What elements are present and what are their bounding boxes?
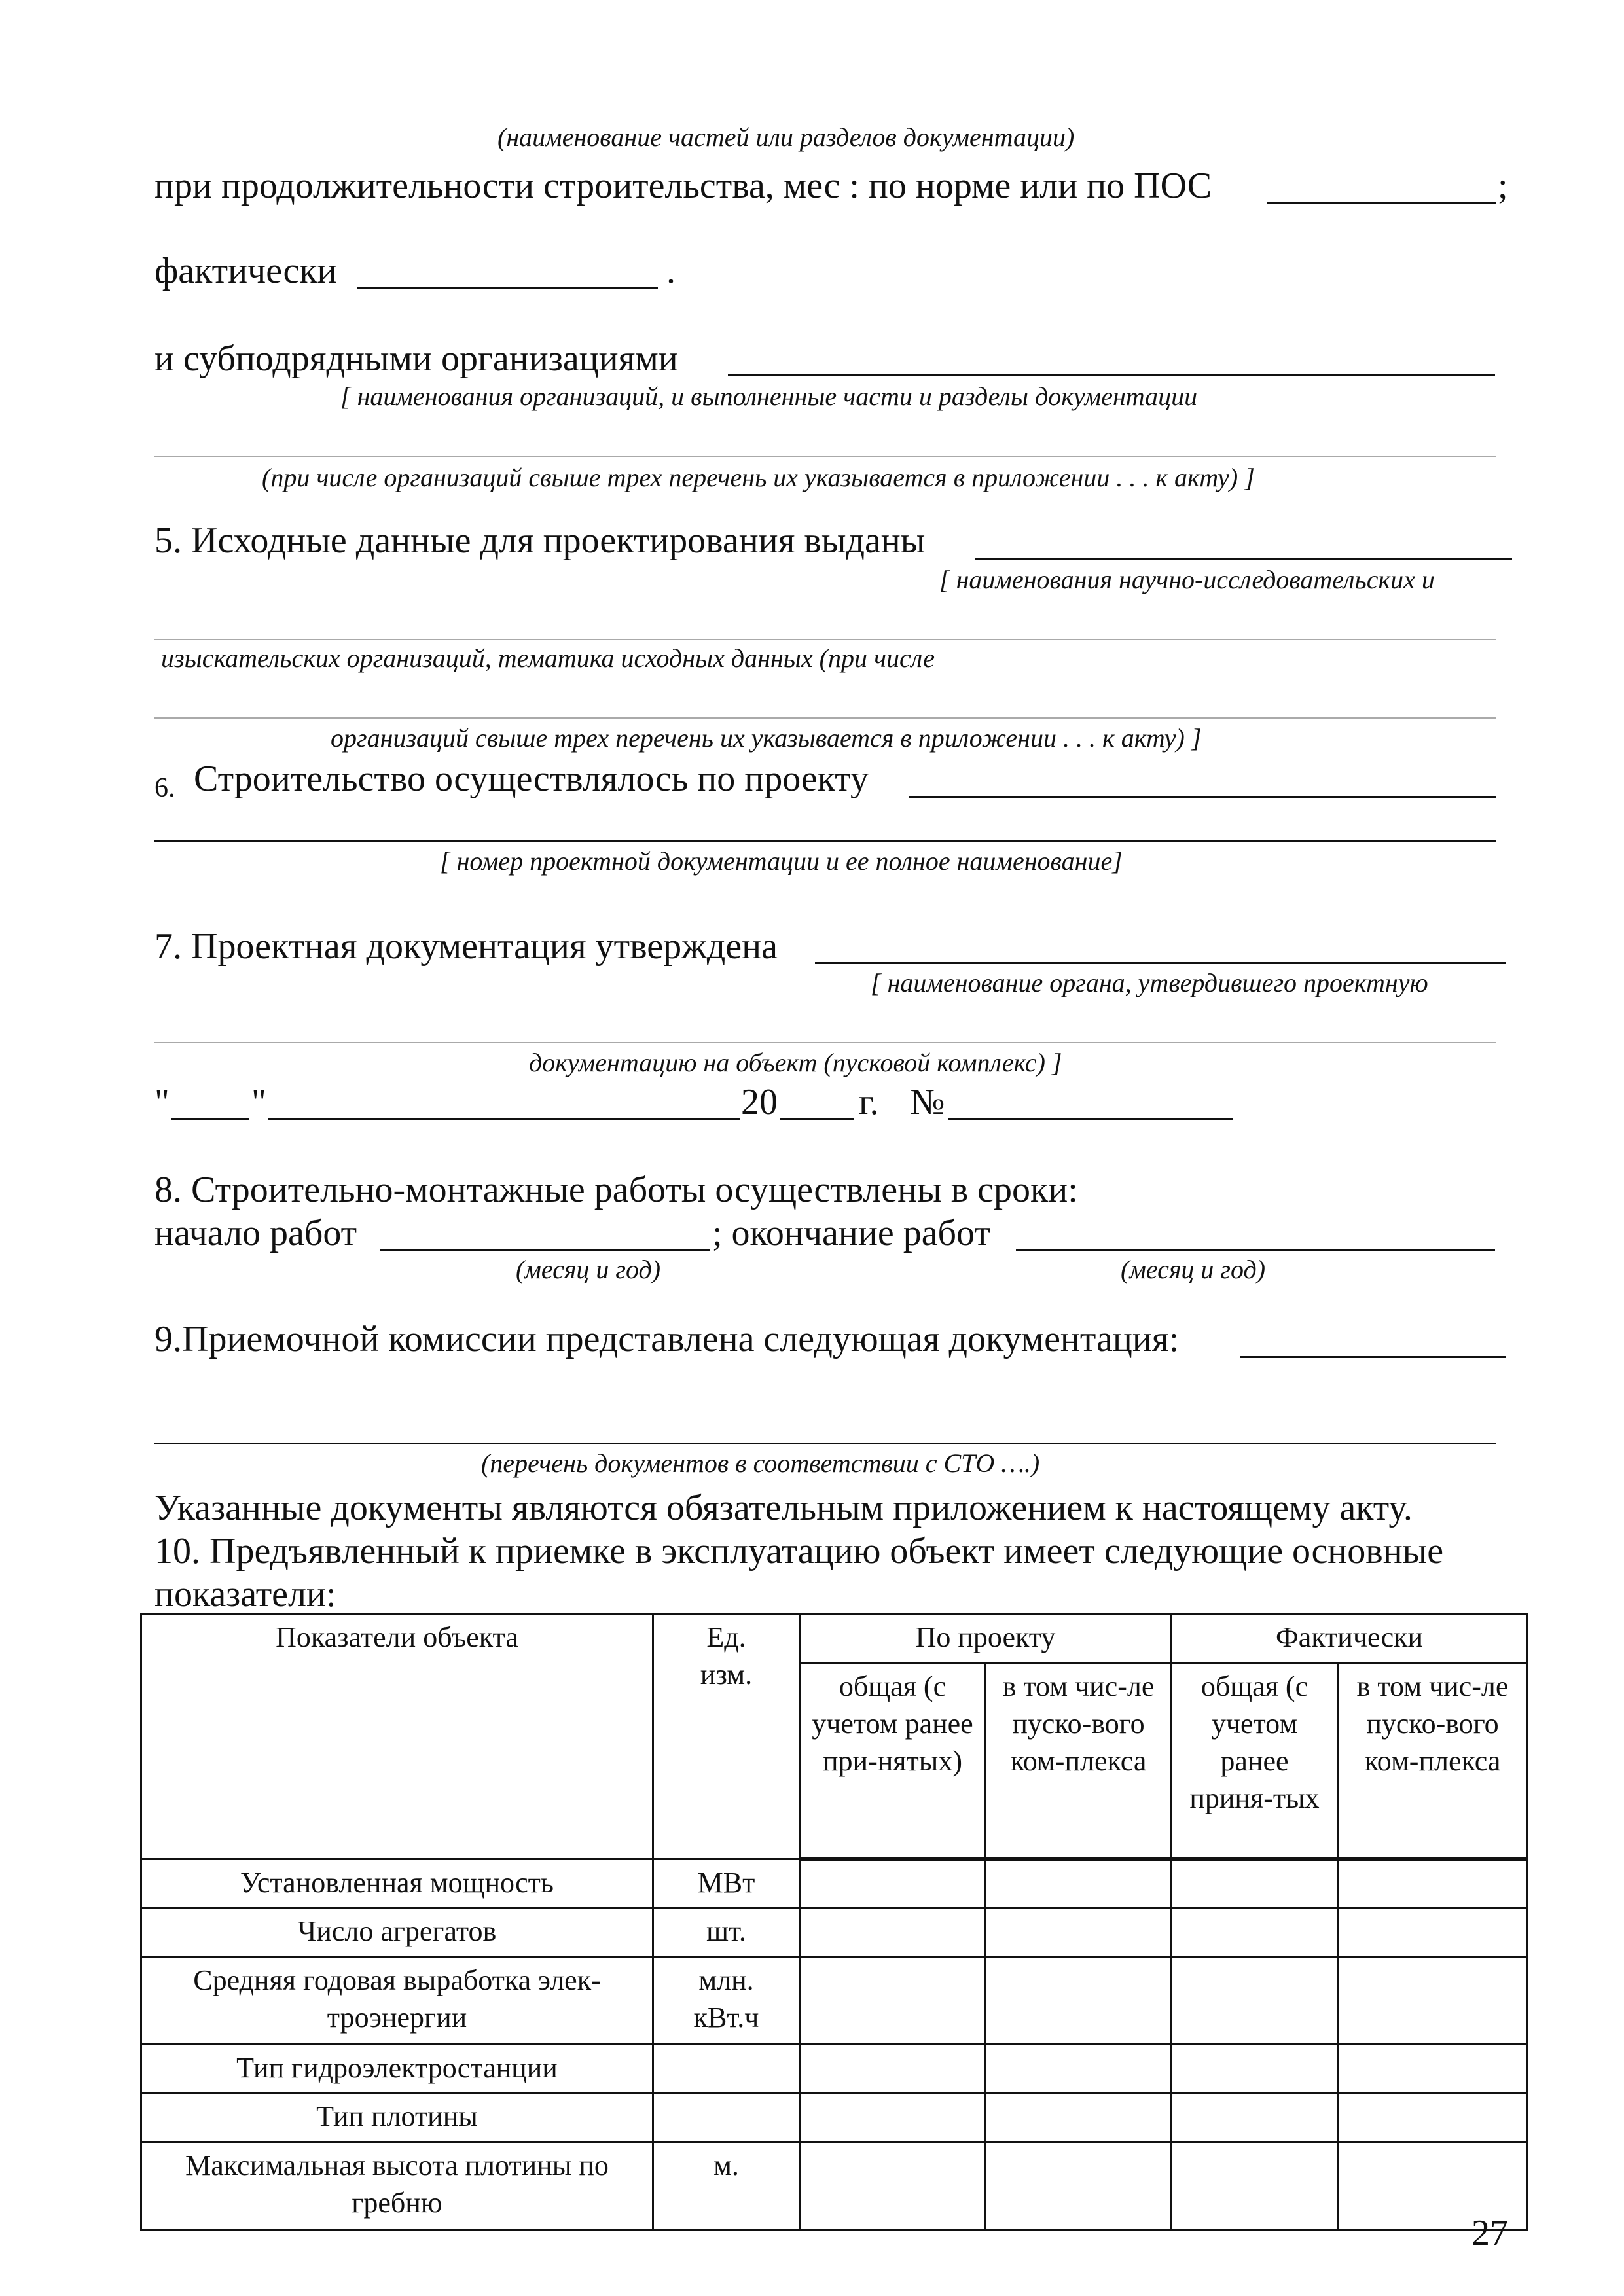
cell-value[interactable] [800,1956,986,2044]
doc-number-sign: № [910,1082,945,1122]
item5-caption-2: изыскательских организаций, тематика исходных данных (при числе [161,643,935,673]
subheader-incl-project: в том чис-ле пуско-вого ком-плекса [986,1662,1172,1859]
subcontractors-blank[interactable] [728,374,1495,376]
row-name: Число агрегатов [141,1908,653,1957]
item6-line-2[interactable] [154,840,1496,842]
date-year-suffix: г. [859,1082,879,1122]
subheader-incl-actual: в том чис-ле пуско-вого ком-плекса [1338,1662,1528,1859]
work-end-blank[interactable] [1016,1249,1495,1251]
cell-value[interactable] [1172,2093,1338,2142]
cell-value[interactable] [1338,2044,1528,2093]
table-row [141,1908,1528,1957]
cell-value[interactable] [1172,2044,1338,2093]
item5-label: 5. Исходные данные для проектирования выданы [154,520,926,561]
row-unit: млн. кВт.ч [653,1956,800,2044]
row-unit: шт. [653,1908,800,1957]
date-open-quote: " [154,1082,170,1122]
date-close-quote: " [251,1082,266,1122]
item9-caption: (перечень документов в соответствии с СТО ….) [481,1448,1040,1478]
subheader-total-project: общая (с учетом ранее при-нятых) [800,1662,986,1859]
item7-blank[interactable] [815,962,1506,964]
subcontractors-caption-2: (при числе организаций свыше трех перечень их указывается в приложении . . . к акту) ] [262,463,1255,492]
item5-caption-1: [ наименования научно-исследовательских и [939,565,1435,594]
item6-caption: [ номер проектной документации и ее полное наименование] [440,846,1123,876]
cell-value[interactable] [1338,1956,1528,2044]
item5-blank[interactable] [975,558,1512,560]
header-unit: Ед. изм. [653,1614,800,1859]
item6-label: Строительство осуществлялось по проекту [194,759,869,799]
row-unit: МВт [653,1859,800,1908]
item9-blank[interactable] [1240,1356,1506,1358]
row-name: Тип плотины [141,2093,653,2142]
subcontractors-line-2[interactable] [154,456,1496,457]
item6-blank[interactable] [909,796,1496,798]
date-year-prefix: 20 [741,1082,778,1122]
table-row [141,1956,1528,2044]
table-header-row [141,1614,1528,1663]
cell-value[interactable] [986,2093,1172,2142]
cell-value[interactable] [986,2142,1172,2230]
date-day-blank[interactable] [171,1118,249,1120]
table-row [141,1859,1528,1908]
row-name: Установленная мощность [141,1859,653,1908]
duration-tail: ; [1498,166,1508,206]
table-row [141,2142,1528,2230]
row-unit [653,2093,800,2142]
table-row [141,2044,1528,2093]
row-name: Средняя годовая выработка элек-троэнергии [141,1956,653,2044]
work-start-label: начало работ [154,1213,357,1253]
cell-value[interactable] [986,1908,1172,1957]
item7-caption-2: документацию на объект (пусковой комплекс) ] [529,1048,1062,1077]
cell-value[interactable] [1172,1908,1338,1957]
subcontractors-label: и субподрядными организациями [154,338,678,379]
work-end-caption: (месяц и год) [1121,1255,1266,1284]
doc-number-blank[interactable] [948,1118,1233,1120]
row-name: Максимальная высота плотины по гребню [141,2142,653,2230]
cell-value[interactable] [800,2044,986,2093]
page-number: 27 [1471,2213,1508,2253]
header-caption: (наименование частей или разделов документации) [497,122,1075,152]
cell-value[interactable] [1338,2093,1528,2142]
cell-value[interactable] [800,1859,986,1908]
item5-line-2[interactable] [154,639,1496,640]
row-unit [653,2044,800,2093]
duration-label: при продолжительности строительства, мес : по норме или по ПОС [154,166,1212,206]
item9-label: 9.Приемочной комиссии представлена следующая документация: [154,1319,1180,1359]
item9-line-2[interactable] [154,1443,1496,1444]
cell-value[interactable] [1172,1859,1338,1908]
date-month-blank[interactable] [268,1118,740,1120]
cell-value[interactable] [1338,1908,1528,1957]
cell-value[interactable] [800,2093,986,2142]
cell-value[interactable] [1172,1956,1338,2044]
table-row [141,2093,1528,2142]
date-year-blank[interactable] [780,1118,854,1120]
actually-label: фактически [154,251,337,291]
cell-value[interactable] [986,2044,1172,2093]
cell-value[interactable] [986,1956,1172,2044]
duration-blank[interactable] [1267,202,1496,204]
cell-value[interactable] [1172,2142,1338,2230]
header-indicator: Показатели объекта [141,1614,653,1859]
row-name: Тип гидроэлектростанции [141,2044,653,2093]
header-actual: Фактически [1172,1614,1528,1663]
item10-line-2: показатели: [154,1574,336,1615]
indicators-table [140,1613,1528,2231]
item10-line-1: 10. Предъявленный к приемке в эксплуатацию объект имеет следующие основные [154,1531,1444,1571]
row-unit: м. [653,2142,800,2230]
actually-tail: . [666,251,676,291]
item8-label: 8. Строительно-монтажные работы осуществлены в сроки: [154,1170,1078,1210]
header-by-project: По проекту [800,1614,1172,1663]
subcontractors-caption-1: [ наименования организаций, и выполненные части и разделы документации [340,382,1198,411]
cell-value[interactable] [800,1908,986,1957]
cell-value[interactable] [800,2142,986,2230]
item7-label: 7. Проектная документация утверждена [154,926,778,967]
item7-caption-1: [ наименование органа, утвердившего проектную [871,968,1428,997]
item7-line-2[interactable] [154,1042,1496,1043]
cell-value[interactable] [1338,1859,1528,1908]
subheader-total-actual: общая (с учетом ранее приня-тых [1172,1662,1338,1859]
item5-line-3[interactable] [154,717,1496,719]
actually-blank[interactable] [357,287,658,289]
work-end-label: ; окончание работ [712,1213,990,1253]
item6-number: 6. [154,773,175,803]
work-start-blank[interactable] [380,1249,710,1251]
cell-value[interactable] [986,1859,1172,1908]
item5-caption-3: организаций свыше трех перечень их указывается в приложении . . . к акту) ] [331,723,1202,753]
attachment-note: Указанные документы являются обязательным приложением к настоящему акту. [154,1488,1413,1528]
work-start-caption: (месяц и год) [516,1255,661,1284]
